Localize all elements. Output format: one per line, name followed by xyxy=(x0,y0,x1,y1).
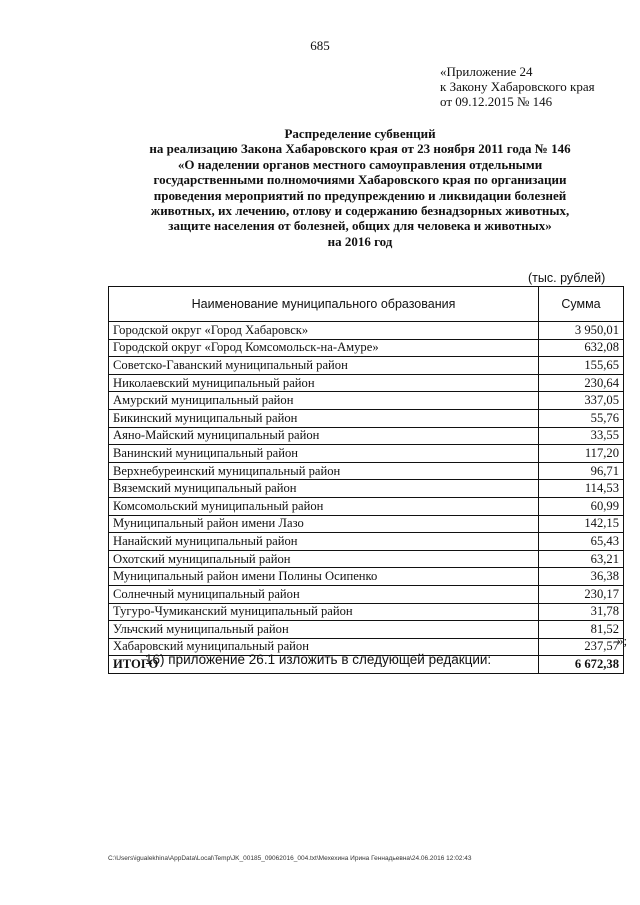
municipality-name: Бикинский муниципальный район xyxy=(109,409,539,427)
municipality-sum: 230,64 xyxy=(539,374,624,392)
municipality-name: Вяземский муниципальный район xyxy=(109,480,539,498)
title-line: на 2016 год xyxy=(327,233,393,249)
appendix-line: к Закону Хабаровского края xyxy=(440,79,595,94)
municipality-sum: 155,65 xyxy=(539,357,624,375)
table-row xyxy=(109,497,624,515)
municipality-name: Хабаровский муниципальный район xyxy=(109,638,539,656)
table-row xyxy=(109,357,624,375)
table-row xyxy=(109,374,624,392)
title-line: животных, их лечению, отлову и содержанию безнадзорных животных, xyxy=(150,203,570,219)
municipality-sum: 55,76 xyxy=(539,409,624,427)
municipality-sum: 33,55 xyxy=(539,427,624,445)
table-row xyxy=(109,462,624,480)
subventions-table xyxy=(108,286,624,674)
municipality-name: Ульчский муниципальный район xyxy=(109,621,539,639)
municipality-name: Нанайский муниципальный район xyxy=(109,533,539,551)
total-label: ИТОГО xyxy=(109,656,539,674)
municipality-sum: 114,53 xyxy=(539,480,624,498)
municipality-name: Верхнебуреинский муниципальный район xyxy=(109,462,539,480)
municipality-name: Ванинский муниципальный район xyxy=(109,445,539,463)
municipality-sum: 237,57 xyxy=(539,638,624,656)
table-row xyxy=(109,550,624,568)
appendix-line: «Приложение 24 xyxy=(440,64,533,79)
municipality-sum: 31,78 xyxy=(539,603,624,621)
municipality-name: Муниципальный район имени Полины Осипенко xyxy=(109,568,539,586)
title-line: государственными полномочиями Хабаровского края по организации xyxy=(153,172,567,188)
municipality-sum: 63,21 xyxy=(539,550,624,568)
municipality-name: Аяно-Майский муниципальный район xyxy=(109,427,539,445)
appendix-line: от 09.12.2015 № 146 xyxy=(440,94,553,109)
municipality-sum: 60,99 xyxy=(539,497,624,515)
municipality-sum: 337,05 xyxy=(539,392,624,410)
table-row xyxy=(109,621,624,639)
table-row xyxy=(109,445,624,463)
municipality-name: Комсомольский муниципальный район xyxy=(109,497,539,515)
municipality-sum: 117,20 xyxy=(539,445,624,463)
document-title xyxy=(100,126,620,249)
municipality-name: Солнечный муниципальный район xyxy=(109,585,539,603)
municipality-sum: 81,52 xyxy=(539,621,624,639)
title-line: Распределение субвенций xyxy=(284,126,436,141)
municipality-sum: 65,43 xyxy=(539,533,624,551)
title-line: на реализацию Закона Хабаровского края от 23 ноября 2011 года № 146 xyxy=(149,141,571,157)
table-row xyxy=(109,409,624,427)
table-row xyxy=(109,533,624,551)
municipality-name: Тугуро-Чумиканский муниципальный район xyxy=(109,603,539,621)
municipality-sum: 632,08 xyxy=(539,339,624,357)
page-number: 685 xyxy=(310,38,330,53)
table-row xyxy=(109,568,624,586)
municipality-name: Амурский муниципальный район xyxy=(109,392,539,410)
appendix-header xyxy=(440,64,595,109)
table-row xyxy=(109,322,624,340)
table-row xyxy=(109,339,624,357)
table-row xyxy=(109,427,624,445)
municipality-sum: 96,71 xyxy=(539,462,624,480)
municipality-sum: 142,15 xyxy=(539,515,624,533)
header-sum: Сумма xyxy=(539,287,624,322)
municipality-name: Охотский муниципальный район xyxy=(109,550,539,568)
table-row xyxy=(109,480,624,498)
title-line: защите населения от болезней, общих для человека и животных» xyxy=(168,218,552,234)
municipality-name: Николаевский муниципальный район xyxy=(109,374,539,392)
closing-quote: »; xyxy=(617,633,628,648)
municipality-name: Городской округ «Город Комсомольск-на-Амуре» xyxy=(109,339,539,357)
instruction-text: 16) приложение 26.1 изложить в следующей редакции: xyxy=(145,652,492,667)
municipality-sum: 230,17 xyxy=(539,585,624,603)
table-row xyxy=(109,392,624,410)
municipality-sum: 3 950,01 xyxy=(539,322,624,340)
total-sum: 6 672,38 xyxy=(539,656,624,674)
units-label: (тыс. рублей) xyxy=(528,271,606,285)
municipality-name: Городской округ «Город Хабаровск» xyxy=(109,322,539,340)
table-row xyxy=(109,603,624,621)
header-name: Наименование муниципального образования xyxy=(109,287,539,322)
table-row xyxy=(109,515,624,533)
municipality-name: Советско-Гаванский муниципальный район xyxy=(109,357,539,375)
municipality-sum: 36,38 xyxy=(539,568,624,586)
footer-file-path: C:\Users\igualekhina\AppData\Local\Temp\JK_00185_09062016_004.txt\Мехехина Ирина Геннадьевна\24.06.2016 12:02:43 xyxy=(108,855,472,862)
municipality-name: Муниципальный район имени Лазо xyxy=(109,515,539,533)
table-row xyxy=(109,585,624,603)
table-header-row xyxy=(109,287,624,322)
title-line: «О наделении органов местного самоуправления отдельными xyxy=(177,156,543,172)
title-line: проведения мероприятий по предупреждению и ликвидации болезней xyxy=(153,187,567,203)
